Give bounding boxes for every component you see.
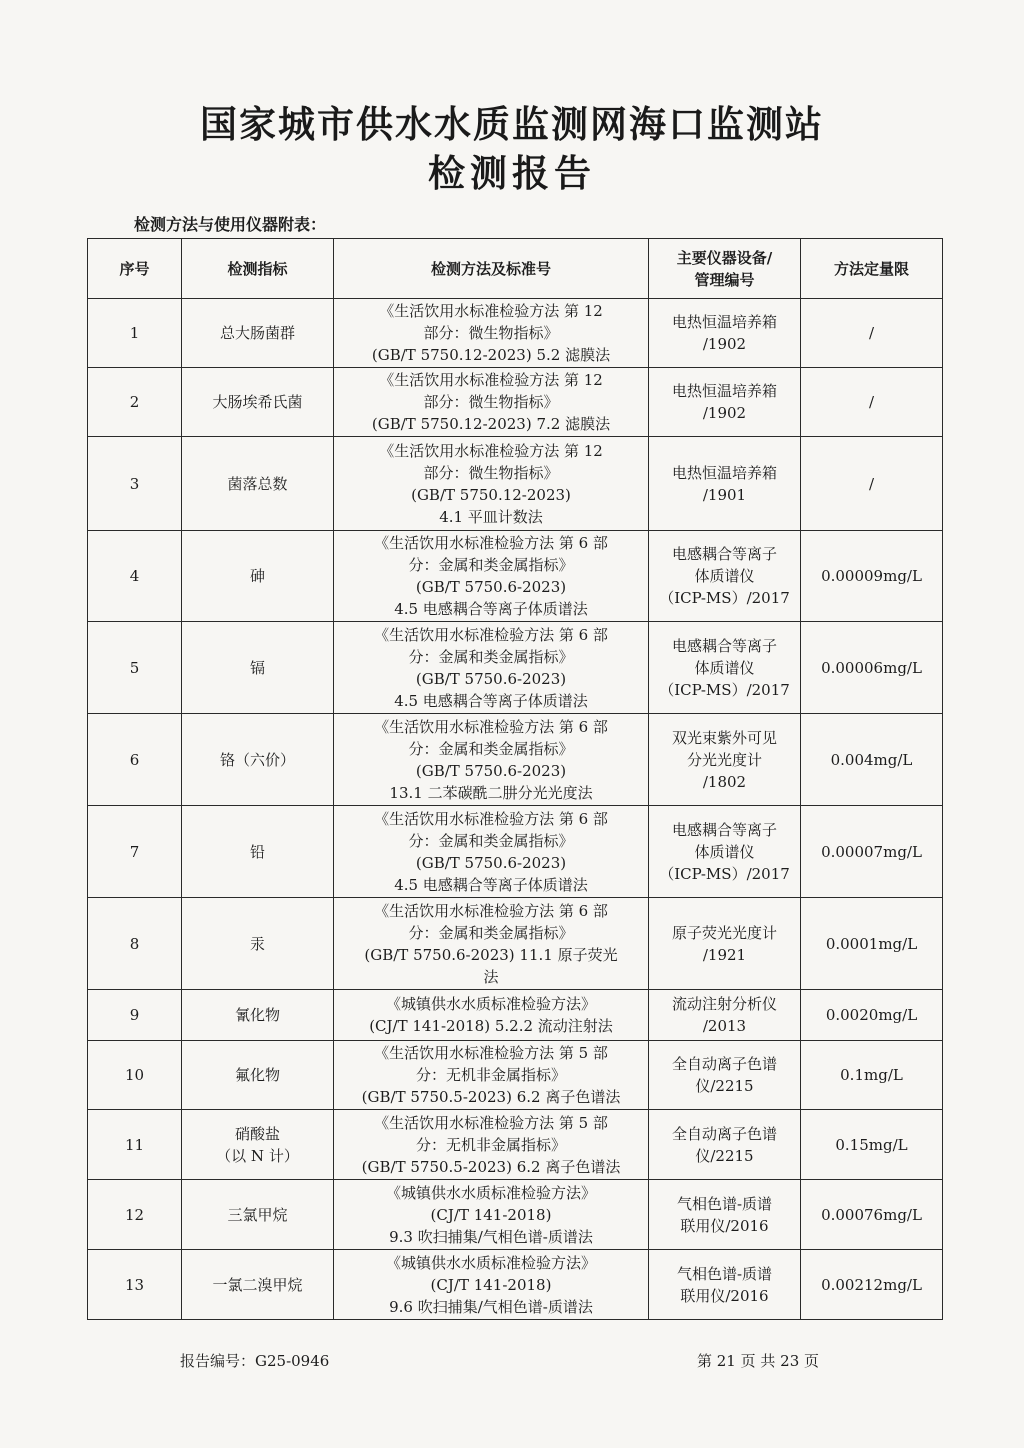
- cell-instrument-line: /2013: [702, 1017, 747, 1035]
- cell-indicator-line: 硝酸盐: [234, 1124, 280, 1143]
- header-instrument: [649, 239, 801, 299]
- cell-limit: 0.00006mg/L: [801, 622, 943, 714]
- cell-instrument: [649, 531, 801, 622]
- cell-no: 12: [88, 1180, 182, 1250]
- cell-limit: /: [801, 437, 943, 531]
- cell-limit: /: [801, 368, 943, 437]
- cell-method-line: (GB/T 5750.6-2023): [415, 853, 567, 872]
- cell-instrument: [649, 1180, 801, 1250]
- cell-instrument-line: 体质谱仪: [694, 842, 755, 861]
- cell-method-line: (GB/T 5750.6-2023): [415, 669, 567, 688]
- cell-indicator-line: 三氯甲烷: [227, 1205, 288, 1224]
- cell-instrument-line: /1921: [702, 945, 747, 964]
- table-row: [88, 1180, 943, 1250]
- report-subtitle-main: 检测报告: [428, 152, 596, 195]
- cell-instrument-line: 全自动离子色谱: [671, 1124, 777, 1143]
- cell-limit: 0.1mg/L: [801, 1041, 943, 1110]
- cell-instrument: [649, 368, 801, 437]
- cell-method-line: 分：金属和类金属指标》: [408, 647, 574, 666]
- cell-indicator: [182, 622, 334, 714]
- cell-indicator: [182, 898, 334, 990]
- cell-indicator-line: 汞: [249, 934, 265, 953]
- cell-indicator: [182, 368, 334, 437]
- cell-method: [334, 1250, 649, 1320]
- cell-method-line: 分：无机非金属指标》: [415, 1135, 566, 1154]
- header-instrument-line: 主要仪器设备/: [676, 248, 773, 267]
- cell-indicator: [182, 714, 334, 806]
- cell-instrument-line: 联用仪/2016: [680, 1286, 769, 1305]
- cell-instrument-line: （ICP-MS）/2017: [659, 864, 790, 883]
- cell-indicator-line: 镉: [249, 658, 265, 677]
- cell-indicator: [182, 299, 334, 368]
- table-row: [88, 806, 943, 898]
- cell-method-line: 《生活饮用水标准检验方法 第 12: [379, 441, 603, 460]
- cell-indicator: [182, 1180, 334, 1250]
- cell-no: 2: [88, 368, 182, 437]
- cell-method-line: 《生活饮用水标准检验方法 第 12: [379, 371, 603, 389]
- cell-method-line: 分：金属和类金属指标》: [408, 923, 574, 942]
- cell-no: 13: [88, 1250, 182, 1320]
- cell-method-line: (CJ/T 141-2018) 5.2.2 流动注射法: [369, 1017, 613, 1035]
- cell-limit: 0.004mg/L: [801, 714, 943, 806]
- cell-instrument-line: /1901: [702, 485, 747, 504]
- cell-instrument-line: 全自动离子色谱: [671, 1055, 777, 1073]
- cell-method-line: 13.1 二苯碳酰二肼分光光度法: [389, 783, 593, 802]
- cell-method-line: 《生活饮用水标准检验方法 第 6 部: [374, 717, 608, 736]
- cell-no: 6: [88, 714, 182, 806]
- cell-method-line: 《生活饮用水标准检验方法 第 5 部: [374, 1113, 608, 1132]
- cell-limit: 0.00212mg/L: [801, 1250, 943, 1320]
- table-header-row: [88, 239, 943, 299]
- cell-instrument: [649, 437, 801, 531]
- cell-method-line: (GB/T 5750.6-2023): [415, 578, 567, 596]
- table-row: [88, 368, 943, 437]
- cell-method: [334, 1041, 649, 1110]
- report-number: 报告编号：G25-0946: [180, 1352, 330, 1370]
- cell-limit: 0.0020mg/L: [801, 990, 943, 1041]
- table-caption: 检测方法与使用仪器附表：: [134, 215, 327, 234]
- cell-method-line: (GB/T 5750.12-2023): [411, 485, 571, 504]
- report-title: 国家城市供水水质监测网海口监测站: [200, 103, 824, 146]
- cell-instrument: [649, 1041, 801, 1110]
- cell-method-line: 《生活饮用水标准检验方法 第 5 部: [374, 1044, 608, 1062]
- cell-method-line: 《生活饮用水标准检验方法 第 6 部: [374, 809, 608, 828]
- page-number: 第 21 页 共 23 页: [697, 1352, 820, 1370]
- table-row: [88, 714, 943, 806]
- cell-method-line: 4.5 电感耦合等离子体质谱法: [394, 691, 588, 710]
- cell-method-line: (CJ/T 141-2018): [430, 1275, 552, 1294]
- cell-indicator: [182, 437, 334, 531]
- table-row: [88, 437, 943, 531]
- table-row: [88, 1110, 943, 1180]
- cell-method-line: (GB/T 5750.6-2023) 11.1 原子荧光: [364, 945, 618, 964]
- cell-limit: 0.0001mg/L: [801, 898, 943, 990]
- cell-method-line: (GB/T 5750.5-2023) 6.2 离子色谱法: [361, 1088, 621, 1106]
- cell-indicator-line: 一氯二溴甲烷: [212, 1275, 303, 1294]
- table-row: [88, 622, 943, 714]
- cell-method-line: 《城镇供水水质标准检验方法》: [385, 1183, 596, 1202]
- table-row: [88, 898, 943, 990]
- cell-method-line: 《城镇供水水质标准检验方法》: [385, 995, 596, 1013]
- cell-instrument-line: （ICP-MS）/2017: [659, 589, 790, 607]
- cell-indicator-line: （以 N 计）: [216, 1146, 299, 1165]
- cell-method-line: 4.5 电感耦合等离子体质谱法: [394, 600, 588, 618]
- cell-indicator-line: 铬（六价）: [219, 750, 295, 769]
- cell-instrument-line: 双光束紫外可见: [671, 728, 777, 747]
- cell-no: 5: [88, 622, 182, 714]
- header-no: 序号: [88, 239, 182, 299]
- cell-method: [334, 622, 649, 714]
- cell-method: [334, 368, 649, 437]
- header-limit: 方法定量限: [801, 239, 943, 299]
- cell-instrument: [649, 806, 801, 898]
- cell-method-line: 4.5 电感耦合等离子体质谱法: [394, 875, 588, 894]
- cell-instrument-line: 电热恒温培养箱: [671, 382, 777, 400]
- cell-instrument-line: 联用仪/2016: [680, 1216, 769, 1235]
- cell-method: [334, 806, 649, 898]
- cell-no: 8: [88, 898, 182, 990]
- cell-method-line: 《生活饮用水标准检验方法 第 6 部: [374, 625, 608, 644]
- cell-instrument-line: 仪/2215: [695, 1077, 754, 1095]
- cell-method-line: (GB/T 5750.12-2023) 5.2 滤膜法: [371, 346, 611, 364]
- table-body: [88, 299, 943, 1320]
- cell-method-line: 9.3 吹扫捕集/气相色谱-质谱法: [389, 1227, 593, 1246]
- cell-indicator-line: 总大肠菌群: [219, 324, 295, 342]
- cell-instrument-line: 流动注射分析仪: [671, 995, 777, 1013]
- cell-method-line: (GB/T 5750.12-2023) 7.2 滤膜法: [371, 415, 611, 433]
- cell-limit: /: [801, 299, 943, 368]
- cell-no: 9: [88, 990, 182, 1041]
- cell-indicator-line: 大肠埃希氏菌: [212, 393, 303, 411]
- cell-indicator-line: 氟化物: [234, 1066, 280, 1084]
- cell-instrument-line: 电热恒温培养箱: [671, 313, 777, 331]
- cell-method-line: 4.1 平皿计数法: [439, 507, 543, 526]
- cell-limit: 0.15mg/L: [801, 1110, 943, 1180]
- cell-instrument-line: 电感耦合等离子: [671, 820, 777, 839]
- cell-method-line: (GB/T 5750.6-2023): [415, 761, 567, 780]
- cell-instrument-line: /1802: [702, 772, 747, 791]
- header-instrument-line: 管理编号: [694, 270, 755, 289]
- cell-instrument-line: 原子荧光光度计: [671, 923, 777, 942]
- cell-instrument-line: （ICP-MS）/2017: [659, 680, 790, 699]
- cell-instrument-line: 体质谱仪: [694, 658, 755, 677]
- cell-method: [334, 1110, 649, 1180]
- cell-method-line: 《生活饮用水标准检验方法 第 6 部: [374, 534, 608, 552]
- cell-instrument: [649, 898, 801, 990]
- cell-no: 4: [88, 531, 182, 622]
- cell-no: 3: [88, 437, 182, 531]
- cell-method-line: 9.6 吹扫捕集/气相色谱-质谱法: [389, 1297, 593, 1316]
- table-row: [88, 531, 943, 622]
- cell-instrument-line: 电热恒温培养箱: [671, 463, 777, 482]
- table-row: [88, 1041, 943, 1110]
- cell-limit: 0.00076mg/L: [801, 1180, 943, 1250]
- cell-method-line: (CJ/T 141-2018): [430, 1205, 552, 1224]
- cell-method: [334, 1180, 649, 1250]
- cell-indicator-line: 氰化物: [234, 1006, 280, 1024]
- cell-indicator: [182, 531, 334, 622]
- cell-method: [334, 990, 649, 1041]
- cell-method: [334, 531, 649, 622]
- cell-limit: 0.00009mg/L: [801, 531, 943, 622]
- cell-limit: 0.00007mg/L: [801, 806, 943, 898]
- cell-indicator: [182, 806, 334, 898]
- cell-instrument: [649, 1110, 801, 1180]
- cell-no: 1: [88, 299, 182, 368]
- cell-instrument-line: /1902: [702, 335, 747, 353]
- cell-method-line: 部分：微生物指标》: [423, 463, 559, 482]
- cell-indicator-line: 铅: [249, 842, 265, 861]
- cell-instrument-line: 仪/2215: [695, 1146, 754, 1165]
- cell-method-line: 分：金属和类金属指标》: [408, 831, 574, 850]
- cell-instrument-line: 气相色谱-质谱: [676, 1264, 773, 1283]
- cell-instrument-line: 电感耦合等离子: [671, 636, 777, 655]
- cell-no: 7: [88, 806, 182, 898]
- cell-indicator: [182, 990, 334, 1041]
- cell-method-line: 《生活饮用水标准检验方法 第 12: [379, 302, 603, 320]
- table-row: [88, 1250, 943, 1320]
- cell-indicator: [182, 1110, 334, 1180]
- cell-method: [334, 299, 649, 368]
- cell-method-line: 分：无机非金属指标》: [415, 1066, 566, 1084]
- cell-no: 11: [88, 1110, 182, 1180]
- cell-method-line: 《生活饮用水标准检验方法 第 6 部: [374, 901, 608, 920]
- cell-instrument: [649, 990, 801, 1041]
- cell-method-line: 部分：微生物指标》: [423, 393, 559, 411]
- methods-table: [87, 238, 943, 1320]
- table-row: [88, 990, 943, 1041]
- cell-instrument-line: 体质谱仪: [694, 567, 755, 585]
- cell-method: [334, 898, 649, 990]
- cell-instrument-line: /1902: [702, 404, 747, 422]
- cell-indicator-line: 菌落总数: [227, 474, 288, 493]
- cell-method-line: 分：金属和类金属指标》: [408, 739, 574, 758]
- cell-no: 10: [88, 1041, 182, 1110]
- cell-indicator-line: 砷: [249, 567, 265, 585]
- cell-method-line: 《城镇供水水质标准检验方法》: [385, 1253, 596, 1272]
- cell-method: [334, 714, 649, 806]
- cell-indicator: [182, 1041, 334, 1110]
- cell-instrument: [649, 714, 801, 806]
- cell-instrument: [649, 622, 801, 714]
- cell-instrument-line: 电感耦合等离子: [671, 545, 777, 563]
- header-method: 检测方法及标准号: [334, 239, 649, 299]
- cell-indicator: [182, 1250, 334, 1320]
- cell-method-line: (GB/T 5750.5-2023) 6.2 离子色谱法: [361, 1157, 621, 1176]
- cell-method-line: 分：金属和类金属指标》: [408, 556, 574, 574]
- cell-instrument-line: 气相色谱-质谱: [676, 1194, 773, 1213]
- cell-instrument-line: 分光光度计: [686, 750, 762, 769]
- cell-method: [334, 437, 649, 531]
- cell-method-line: 法: [483, 967, 499, 986]
- cell-method-line: 部分：微生物指标》: [423, 324, 559, 342]
- cell-instrument: [649, 299, 801, 368]
- table-row: [88, 299, 943, 368]
- header-indicator: 检测指标: [182, 239, 334, 299]
- cell-instrument: [649, 1250, 801, 1320]
